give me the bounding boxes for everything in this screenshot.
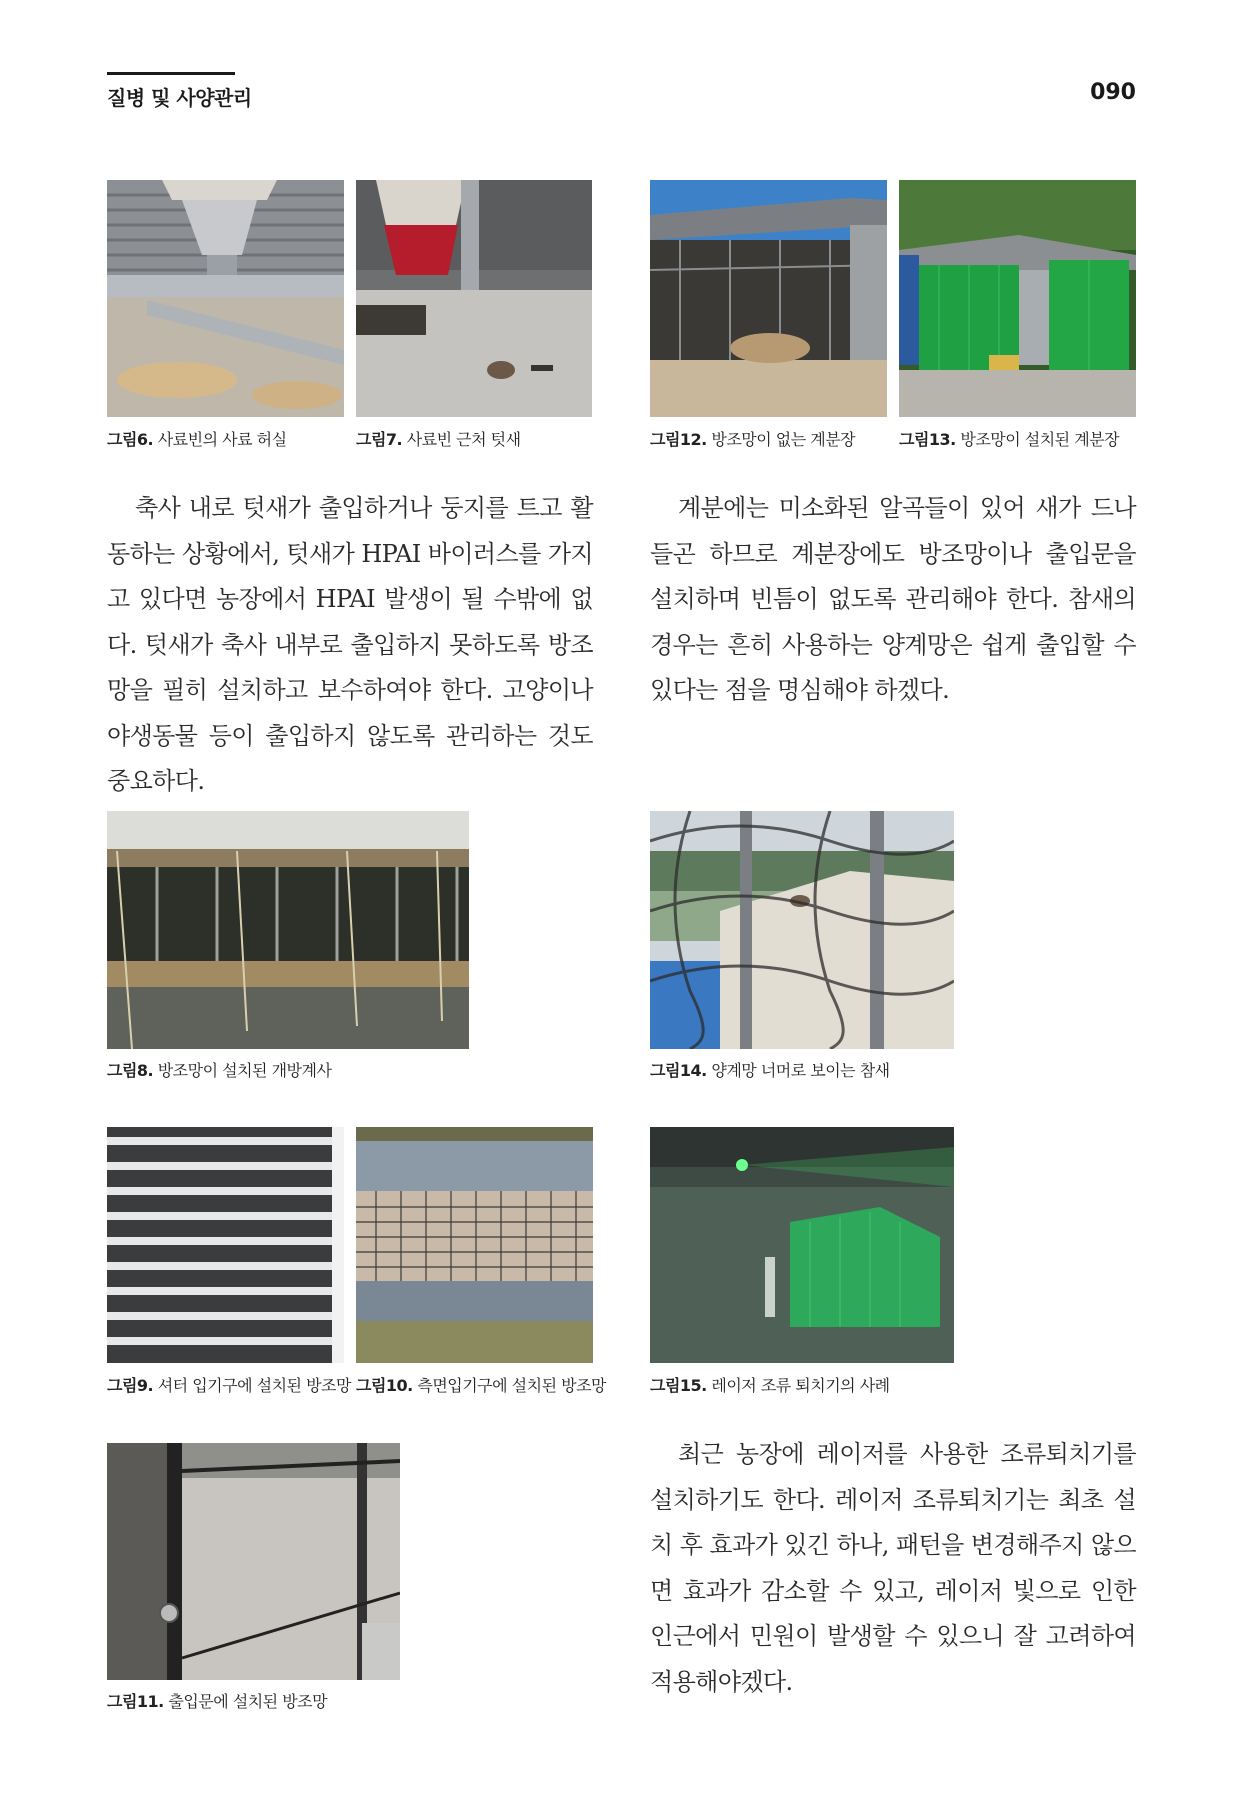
figure-15-text: 레이저 조류 퇴치기의 사례 — [711, 1376, 890, 1395]
figure-15-number: 그림15. — [650, 1376, 707, 1395]
figure-10-number: 그림10. — [356, 1376, 413, 1395]
figure-9-caption — [107, 1373, 351, 1396]
figure-15-caption — [650, 1373, 890, 1396]
figure-9-text: 셔터 입기구에 설치된 방조망 — [157, 1376, 351, 1395]
figure-8-text: 방조망이 설치된 개방계사 — [157, 1061, 332, 1080]
figure-13-caption — [899, 427, 1119, 450]
figure-8-caption — [107, 1058, 331, 1081]
paragraph-laser-deterrent: 최근 농장에 레이저를 사용한 조류퇴치기를 설치하기도 한다. 레이저 조류퇴치기는 최초 설치 후 효과가 있긴 하나, 패턴을 변경해주지 않으면 효과가 감소할 수 있고, 레이저 빛으로 인한 인근에서 민원이 발생할 수 있으니 잘 고려하여 적용해야겠다. — [650, 1440, 1136, 1696]
figure-8-photo — [107, 811, 469, 1049]
section-title: 질병 및 사양관리 — [107, 86, 252, 110]
figure-14-photo — [650, 811, 954, 1049]
figure-14-number: 그림14. — [650, 1061, 707, 1080]
figure-13-text: 방조망이 설치된 계분장 — [960, 430, 1120, 449]
figure-14-caption — [650, 1058, 890, 1081]
figure-13-photo — [899, 180, 1136, 417]
figure-12-caption — [650, 427, 855, 450]
figure-9-photo — [107, 1127, 344, 1363]
figure-8-number: 그림8. — [107, 1061, 154, 1080]
figure-7-caption — [356, 427, 521, 450]
figure-11-photo — [107, 1443, 400, 1680]
paragraph-bird-entry: 축사 내로 텃새가 출입하거나 둥지를 트고 활동하는 상황에서, 텃새가 HPAI 바이러스를 가지고 있다면 농장에서 HPAI 발생이 될 수밖에 없다. 텃새가 축사 내부로 출입하지 못하도록 방조망을 필히 설치하고 보수하여야 한다. 고양이나 야생동물 등이 출입하지 않도록 관리하는 것도 중요하다. — [107, 494, 593, 795]
figure-13-number: 그림13. — [899, 430, 956, 449]
figure-10-caption — [356, 1373, 606, 1396]
figure-7-number: 그림7. — [356, 430, 403, 449]
figure-11-number: 그림11. — [107, 1692, 164, 1711]
figure-7-photo — [356, 180, 592, 417]
page-number: 090 — [1090, 80, 1136, 105]
figure-14-text: 양계망 너머로 보이는 참새 — [711, 1061, 890, 1080]
figure-9-number: 그림9. — [107, 1376, 154, 1395]
figure-10-text: 측면입기구에 설치된 방조망 — [417, 1376, 607, 1395]
figure-11-caption — [107, 1689, 327, 1712]
figure-12-text: 방조망이 없는 계분장 — [711, 430, 856, 449]
paragraph-manure-shed: 계분에는 미소화된 알곡들이 있어 새가 드나들곤 하므로 계분장에도 방조망이나 출입문을 설치하며 빈틈이 없도록 관리해야 한다. 참새의 경우는 흔히 사용하는 양계망은 쉽게 출입할 수 있다는 점을 명심해야 하겠다. — [650, 494, 1136, 704]
figure-10-photo — [356, 1127, 593, 1363]
figure-6-text: 사료빈의 사료 허실 — [157, 430, 287, 449]
figure-6-caption — [107, 427, 287, 450]
figure-15-photo — [650, 1127, 954, 1363]
figure-6-photo — [107, 180, 344, 417]
header-rule — [107, 72, 235, 75]
figure-11-text: 출입문에 설치된 방조망 — [168, 1692, 328, 1711]
figure-12-number: 그림12. — [650, 430, 707, 449]
figure-6-number: 그림6. — [107, 430, 154, 449]
figure-7-text: 사료빈 근처 텃새 — [406, 430, 521, 449]
figure-12-photo — [650, 180, 887, 417]
